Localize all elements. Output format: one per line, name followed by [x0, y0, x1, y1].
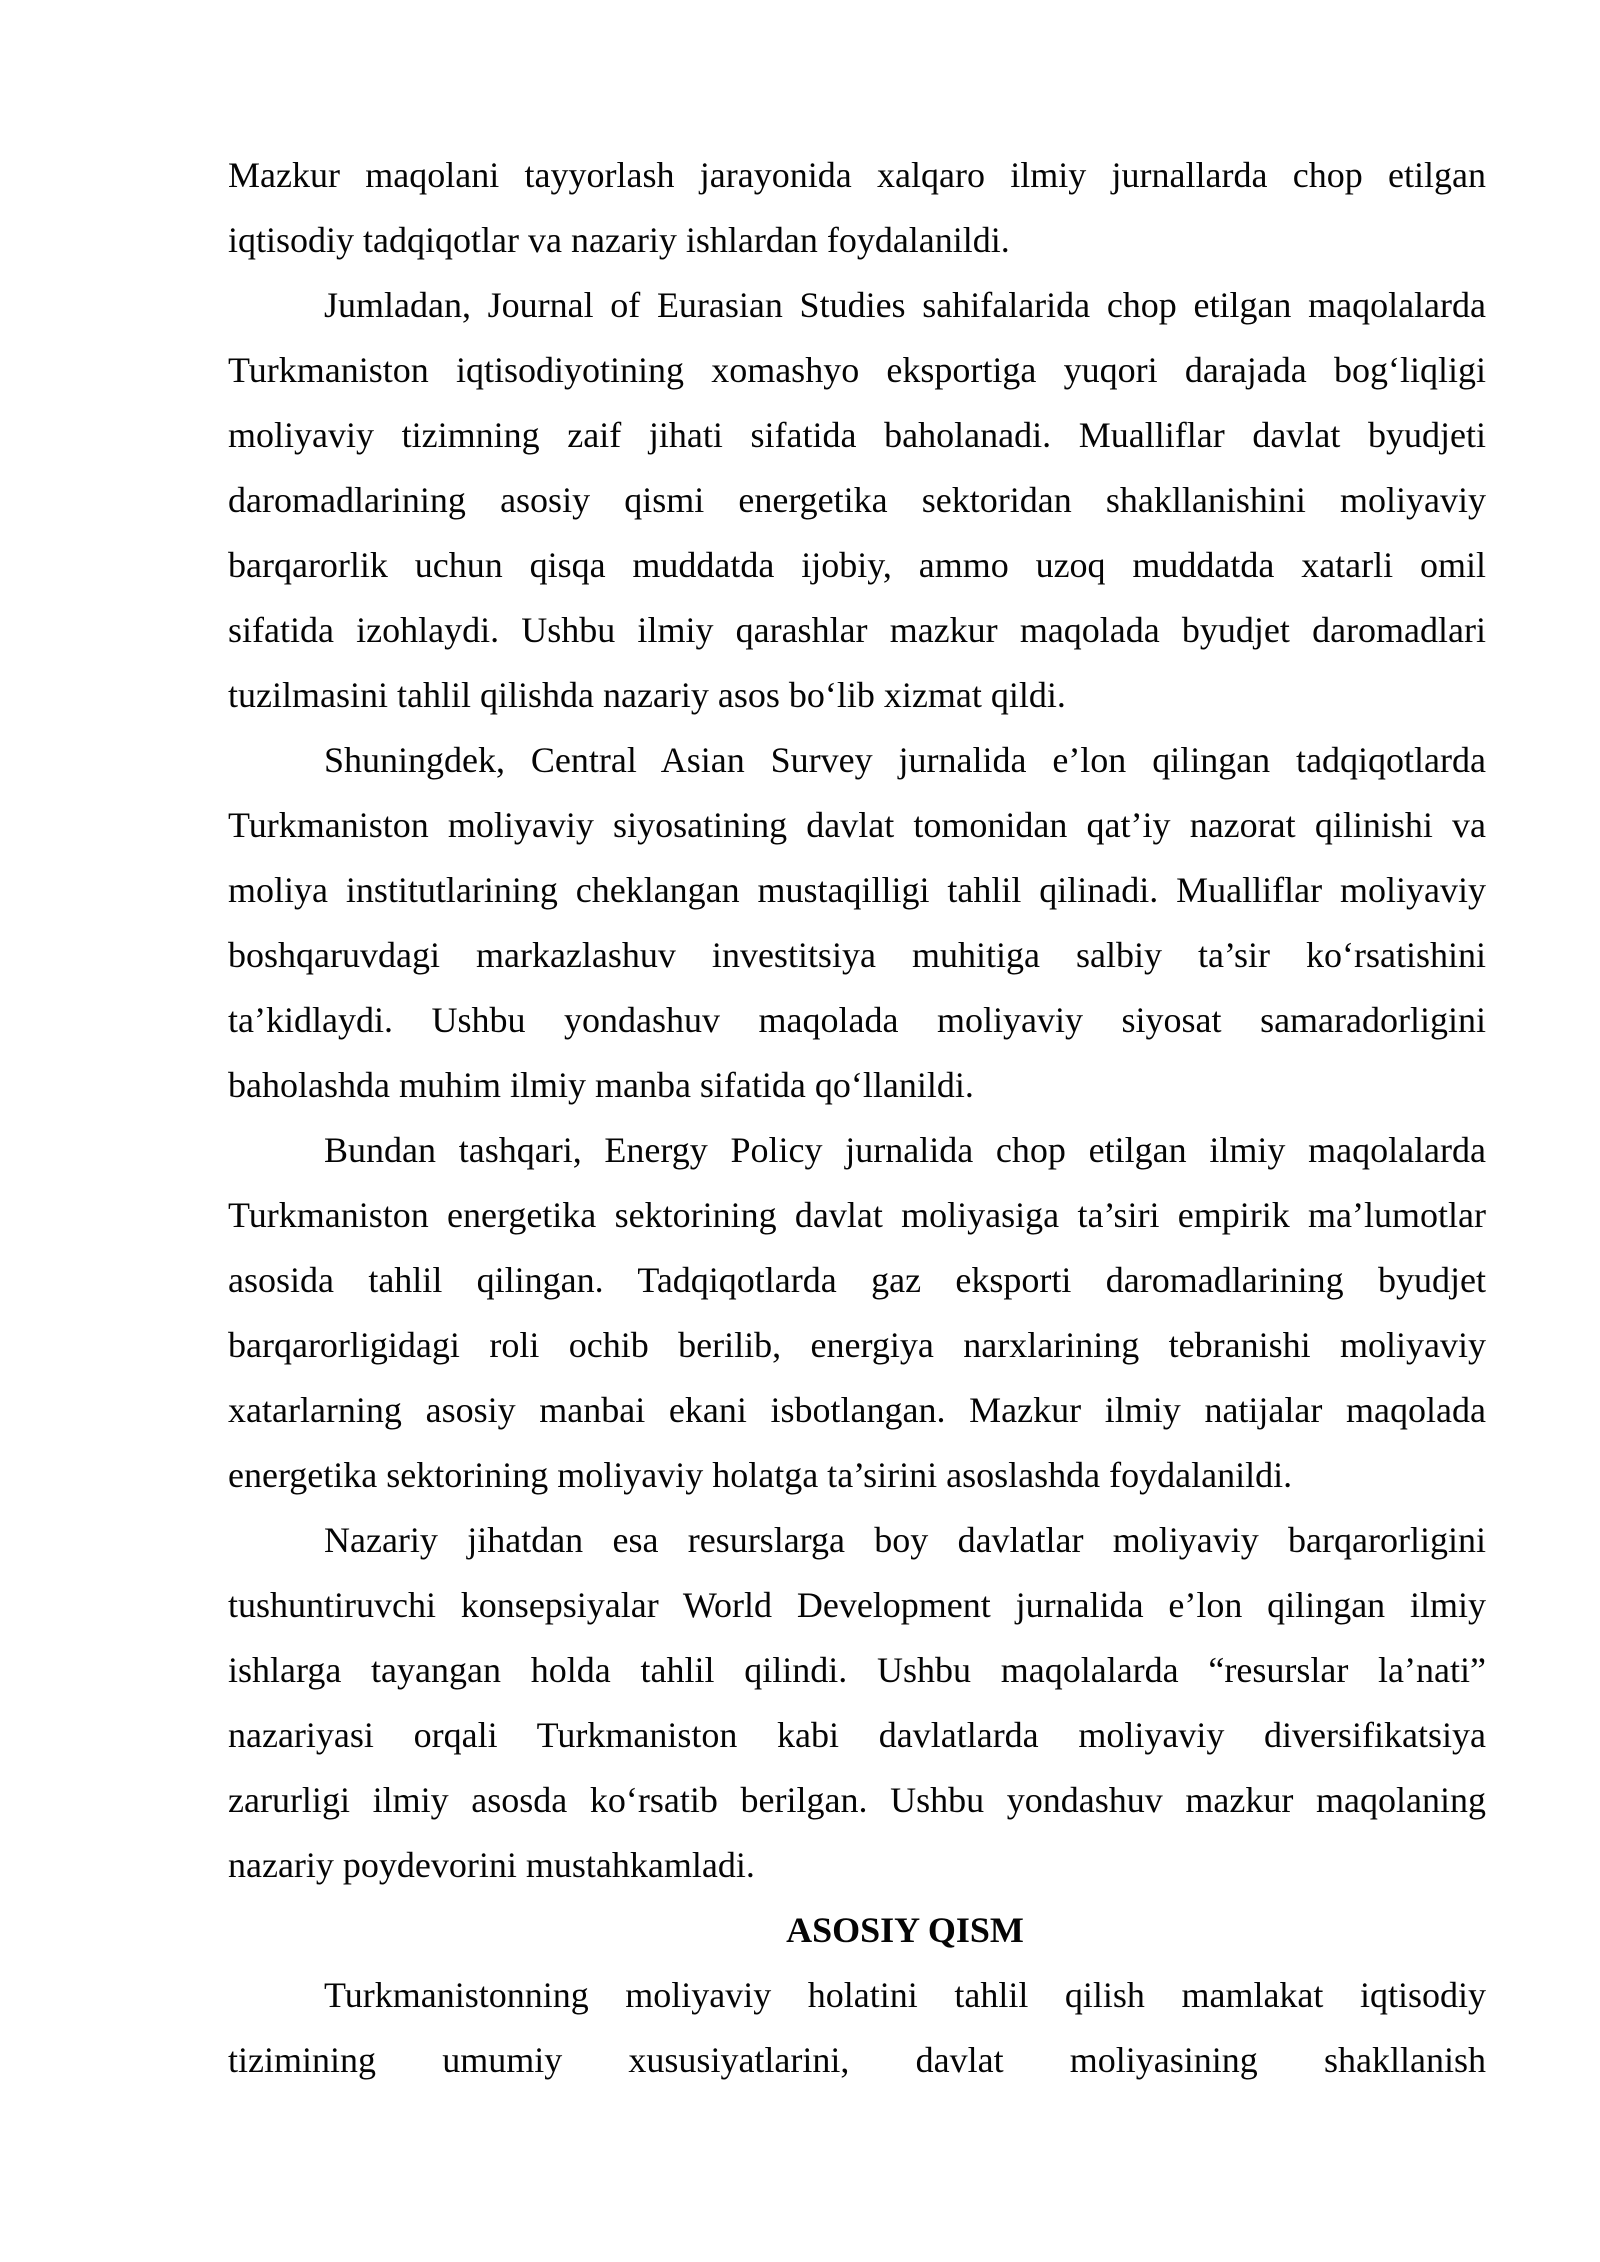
- text-line: boshqaruvdagi markazlashuv investitsiya muhitiga salbiy ta’sir ko‘rsatishini: [228, 935, 1486, 975]
- text-line: baholashda muhim ilmiy manba sifatida qo‘llanildi.: [228, 1065, 974, 1105]
- text-line: barqarorlik uchun qisqa muddatda ijobiy, ammo uzoq muddatda xatarli omil: [228, 545, 1486, 585]
- text-line: moliya institutlarining cheklangan mustaqilligi tahlil qilinadi. Mualliflar moliyaviy: [228, 870, 1486, 910]
- text-line: tushuntiruvchi konsepsiyalar World Development jurnalida e’lon qilingan ilmiy: [228, 1585, 1486, 1625]
- text-line: nazariyasi orqali Turkmaniston kabi davlatlarda moliyaviy diversifikatsiya: [228, 1715, 1486, 1755]
- text-line: Turkmaniston iqtisodiyotining xomashyo eksportiga yuqori darajada bog‘liqligi: [228, 350, 1486, 390]
- text-line: moliyaviy tizimning zaif jihati sifatida baholanadi. Mualliflar davlat byudjeti: [228, 415, 1486, 455]
- text-line: Nazariy jihatdan esa resurslarga boy davlatlar moliyaviy barqarorligini: [324, 1520, 1486, 1560]
- text-line: energetika sektorining moliyaviy holatga ta’sirini asoslashda foydalanildi.: [228, 1455, 1293, 1495]
- text-line: asosida tahlil qilingan. Tadqiqotlarda gaz eksporti daromadlarining byudjet: [228, 1260, 1486, 1300]
- text-line: zarurligi ilmiy asosda ko‘rsatib berilgan. Ushbu yondashuv mazkur maqolaning: [228, 1780, 1486, 1820]
- text-line: Mazkur maqolani tayyorlash jarayonida xalqaro ilmiy jurnallarda chop etilgan: [228, 155, 1486, 195]
- text-line: tuzilmasini tahlil qilishda nazariy asos bo‘lib xizmat qildi.: [228, 675, 1066, 715]
- text-line: barqarorligidagi roli ochib berilib, energiya narxlarining tebranishi moliyaviy: [228, 1325, 1486, 1365]
- text-line: tizimining umumiy xususiyatlarini, davlat moliyasining shakllanish: [228, 2040, 1486, 2080]
- text-line: xatarlarning asosiy manbai ekani isbotlangan. Mazkur ilmiy natijalar maqolada: [228, 1390, 1486, 1430]
- text-line: Bundan tashqari, Energy Policy jurnalida chop etilgan ilmiy maqolalarda: [324, 1130, 1486, 1170]
- text-line: Shuningdek, Central Asian Survey jurnalida e’lon qilingan tadqiqotlarda: [324, 740, 1486, 780]
- text-line: ishlarga tayangan holda tahlil qilindi. Ushbu maqolalarda “resurslar la’nati”: [228, 1650, 1486, 1690]
- text-line: Turkmaniston energetika sektorining davlat moliyasiga ta’siri empirik ma’lumotlar: [228, 1195, 1486, 1235]
- section-heading: ASOSIY QISM: [786, 1910, 1024, 1950]
- text-line: ta’kidlaydi. Ushbu yondashuv maqolada moliyaviy siyosat samaradorligini: [228, 1000, 1486, 1040]
- text-line: daromadlarining asosiy qismi energetika sektoridan shakllanishini moliyaviy: [228, 480, 1486, 520]
- text-line: sifatida izohlaydi. Ushbu ilmiy qarashlar mazkur maqolada byudjet daromadlari: [228, 610, 1486, 650]
- document-body: [228, 143, 1486, 2093]
- text-line: Jumladan, Journal of Eurasian Studies sahifalarida chop etilgan maqolalarda: [324, 285, 1486, 325]
- text-line: Turkmaniston moliyaviy siyosatining davlat tomonidan qat’iy nazorat qilinishi va: [228, 805, 1486, 845]
- text-line: Turkmanistonning moliyaviy holatini tahlil qilish mamlakat iqtisodiy: [324, 1975, 1486, 2015]
- text-line: nazariy poydevorini mustahkamladi.: [228, 1845, 755, 1885]
- text-line: iqtisodiy tadqiqotlar va nazariy ishlardan foydalanildi.: [228, 220, 1010, 260]
